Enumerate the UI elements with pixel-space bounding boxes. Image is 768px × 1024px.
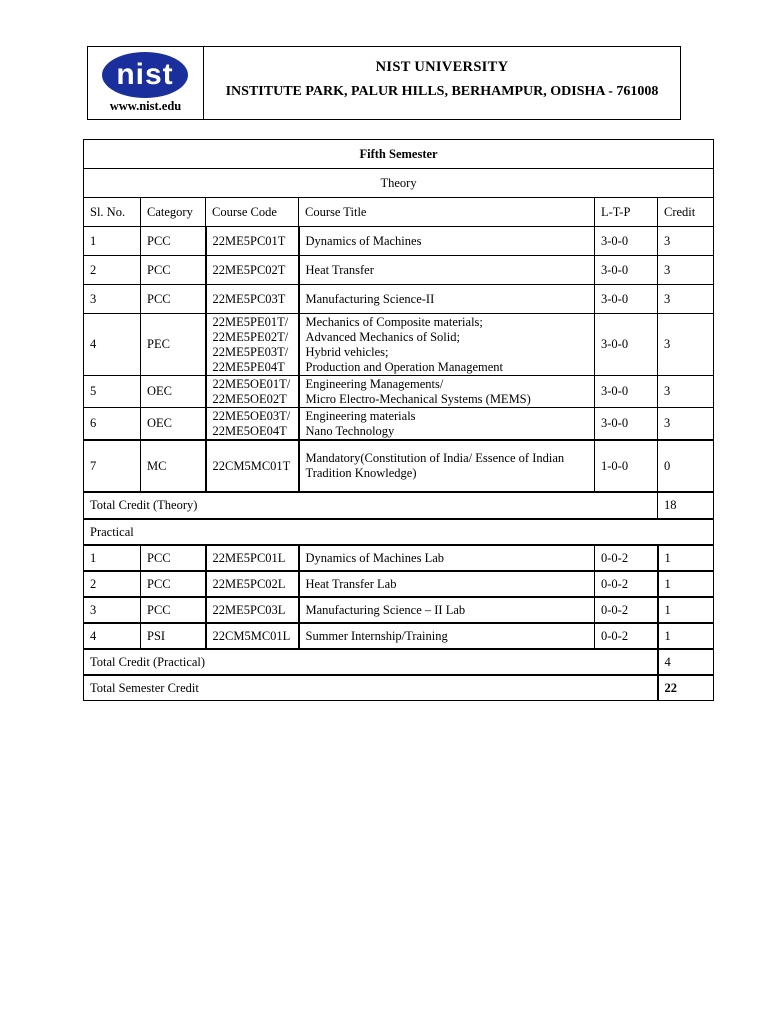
cell-title-line: Hybrid vehicles;	[305, 344, 389, 359]
cell-ltp: 0-0-2	[595, 571, 658, 597]
cell-ltp: 3-0-0	[595, 314, 658, 376]
course-table	[83, 139, 714, 701]
university-name: NIST UNIVERSITY	[375, 59, 509, 75]
total-semester-value: 22	[658, 675, 714, 701]
col-header-credit: Credit	[658, 198, 714, 227]
practical-row	[84, 597, 714, 623]
cell-title	[299, 285, 595, 314]
practical-label: Practical	[84, 519, 714, 545]
total-theory-value: 18	[658, 492, 714, 519]
cell-title-line: Mechanics of Composite materials;	[305, 314, 483, 329]
cell-credit: 3	[658, 314, 714, 376]
practical-row	[84, 571, 714, 597]
cell-credit: 3	[658, 285, 714, 314]
cell-title-line: Advanced Mechanics of Solid;	[305, 329, 460, 344]
cell-credit: 1	[658, 545, 714, 571]
cell-category: PCC	[141, 571, 206, 597]
theory-label: Theory	[84, 169, 714, 198]
cell-title-line: Dynamics of Machines	[305, 233, 422, 248]
cell-code	[206, 227, 299, 256]
logo-cell	[88, 47, 204, 119]
theory-row	[84, 285, 714, 314]
cell-title	[299, 408, 595, 441]
cell-sl: 5	[84, 376, 141, 408]
column-header-row	[84, 198, 714, 227]
theory-row	[84, 256, 714, 285]
cell-category: OEC	[141, 408, 206, 441]
cell-title: Summer Internship/Training	[299, 623, 595, 649]
cell-category: PCC	[141, 285, 206, 314]
cell-category: PCC	[141, 545, 206, 571]
cell-title	[299, 376, 595, 408]
cell-credit: 0	[658, 440, 714, 492]
cell-sl: 7	[84, 440, 141, 492]
document-header	[87, 46, 681, 120]
cell-credit: 3	[658, 408, 714, 441]
cell-code	[206, 256, 299, 285]
cell-code: 22ME5PC02L	[206, 571, 299, 597]
col-header-category: Category	[141, 198, 206, 227]
cell-category: PCC	[141, 256, 206, 285]
cell-title: Heat Transfer Lab	[299, 571, 595, 597]
theory-row	[84, 227, 714, 256]
practical-row	[84, 545, 714, 571]
cell-sl: 2	[84, 571, 141, 597]
theory-row	[84, 440, 714, 492]
cell-code-line: 22ME5OE04T	[212, 423, 287, 438]
practical-label-row	[84, 519, 714, 545]
cell-code	[206, 314, 299, 376]
cell-code	[206, 440, 299, 492]
col-header-sl: Sl. No.	[84, 198, 141, 227]
cell-code	[206, 376, 299, 408]
cell-code-line: 22CM5MC01T	[212, 458, 291, 473]
cell-code	[206, 285, 299, 314]
cell-code-line: 22ME5PE02T/	[212, 329, 289, 344]
cell-ltp: 3-0-0	[595, 376, 658, 408]
cell-code: 22ME5PC01L	[206, 545, 299, 571]
cell-code-line: 22ME5OE02T	[212, 391, 287, 406]
cell-category: MC	[141, 440, 206, 492]
cell-category: PCC	[141, 227, 206, 256]
cell-code-line: 22ME5PC03T	[212, 291, 286, 306]
cell-code: 22ME5PC03L	[206, 597, 299, 623]
cell-sl: 3	[84, 285, 141, 314]
cell-sl: 2	[84, 256, 141, 285]
cell-sl: 3	[84, 597, 141, 623]
cell-code-line: 22ME5OE01T/	[212, 376, 291, 391]
cell-ltp: 3-0-0	[595, 256, 658, 285]
cell-code-line: 22ME5PE01T/	[212, 314, 289, 329]
cell-title-line: Engineering Managements/	[305, 376, 444, 391]
cell-credit: 3	[658, 376, 714, 408]
cell-title	[299, 440, 595, 492]
cell-title-line: Engineering materials	[305, 408, 416, 423]
cell-sl: 1	[84, 545, 141, 571]
cell-ltp: 3-0-0	[595, 227, 658, 256]
cell-category: OEC	[141, 376, 206, 408]
logo-text: nist	[116, 58, 174, 91]
cell-title	[299, 227, 595, 256]
practical-row	[84, 623, 714, 649]
cell-title-line: Manufacturing Science-II	[305, 291, 435, 306]
cell-title-line: Micro Electro-Mechanical Systems (MEMS)	[305, 391, 531, 406]
cell-title: Manufacturing Science – II Lab	[299, 597, 595, 623]
col-header-title: Course Title	[299, 198, 595, 227]
cell-title-line: Heat Transfer	[305, 262, 374, 277]
col-header-ltp: L-T-P	[595, 198, 658, 227]
theory-row	[84, 314, 714, 376]
cell-category: PSI	[141, 623, 206, 649]
cell-ltp: 0-0-2	[595, 597, 658, 623]
cell-code-line: 22ME5PC02T	[212, 262, 286, 277]
cell-code-line: 22ME5PC01T	[212, 233, 286, 248]
cell-sl: 4	[84, 314, 141, 376]
total-semester-row	[84, 675, 714, 701]
cell-credit: 1	[658, 597, 714, 623]
website-url: www.nist.edu	[109, 99, 182, 113]
cell-title-line: Production and Operation Management	[305, 359, 504, 374]
cell-title-line: Nano Technology	[305, 423, 395, 438]
cell-credit: 3	[658, 256, 714, 285]
title-cell	[204, 47, 680, 119]
cell-category: PCC	[141, 597, 206, 623]
cell-title	[299, 314, 595, 376]
semester-title: Fifth Semester	[84, 140, 714, 169]
total-practical-value: 4	[658, 649, 714, 675]
cell-code	[206, 408, 299, 441]
cell-sl: 4	[84, 623, 141, 649]
cell-credit: 3	[658, 227, 714, 256]
cell-credit: 1	[658, 571, 714, 597]
university-address: INSTITUTE PARK, PALUR HILLS, BERHAMPUR, ODISHA - 761008	[225, 84, 659, 99]
theory-row	[84, 408, 714, 441]
cell-title	[299, 256, 595, 285]
cell-credit: 1	[658, 623, 714, 649]
col-header-code: Course Code	[206, 198, 299, 227]
total-semester-label: Total Semester Credit	[84, 675, 658, 701]
cell-title-line: Tradition Knowledge)	[305, 466, 417, 480]
university-logo	[102, 52, 188, 98]
cell-ltp: 0-0-2	[595, 545, 658, 571]
total-practical-label: Total Credit (Practical)	[84, 649, 658, 675]
total-theory-row	[84, 492, 714, 519]
cell-ltp: 0-0-2	[595, 623, 658, 649]
cell-sl: 1	[84, 227, 141, 256]
cell-code-line: 22ME5PE03T/	[212, 344, 289, 359]
cell-ltp: 3-0-0	[595, 285, 658, 314]
semester-title-row	[84, 140, 714, 169]
cell-title-line: Mandatory(Constitution of India/ Essence of Indian	[305, 451, 565, 465]
cell-sl: 6	[84, 408, 141, 441]
total-practical-row	[84, 649, 714, 675]
theory-label-row	[84, 169, 714, 198]
theory-row	[84, 376, 714, 408]
cell-category: PEC	[141, 314, 206, 376]
cell-code-line: 22ME5OE03T/	[212, 408, 291, 423]
cell-ltp: 3-0-0	[595, 408, 658, 441]
cell-title: Dynamics of Machines Lab	[299, 545, 595, 571]
cell-code: 22CM5MC01L	[206, 623, 299, 649]
total-theory-label: Total Credit (Theory)	[84, 492, 658, 519]
cell-ltp: 1-0-0	[595, 440, 658, 492]
cell-code-line: 22ME5PE04T	[212, 359, 285, 374]
